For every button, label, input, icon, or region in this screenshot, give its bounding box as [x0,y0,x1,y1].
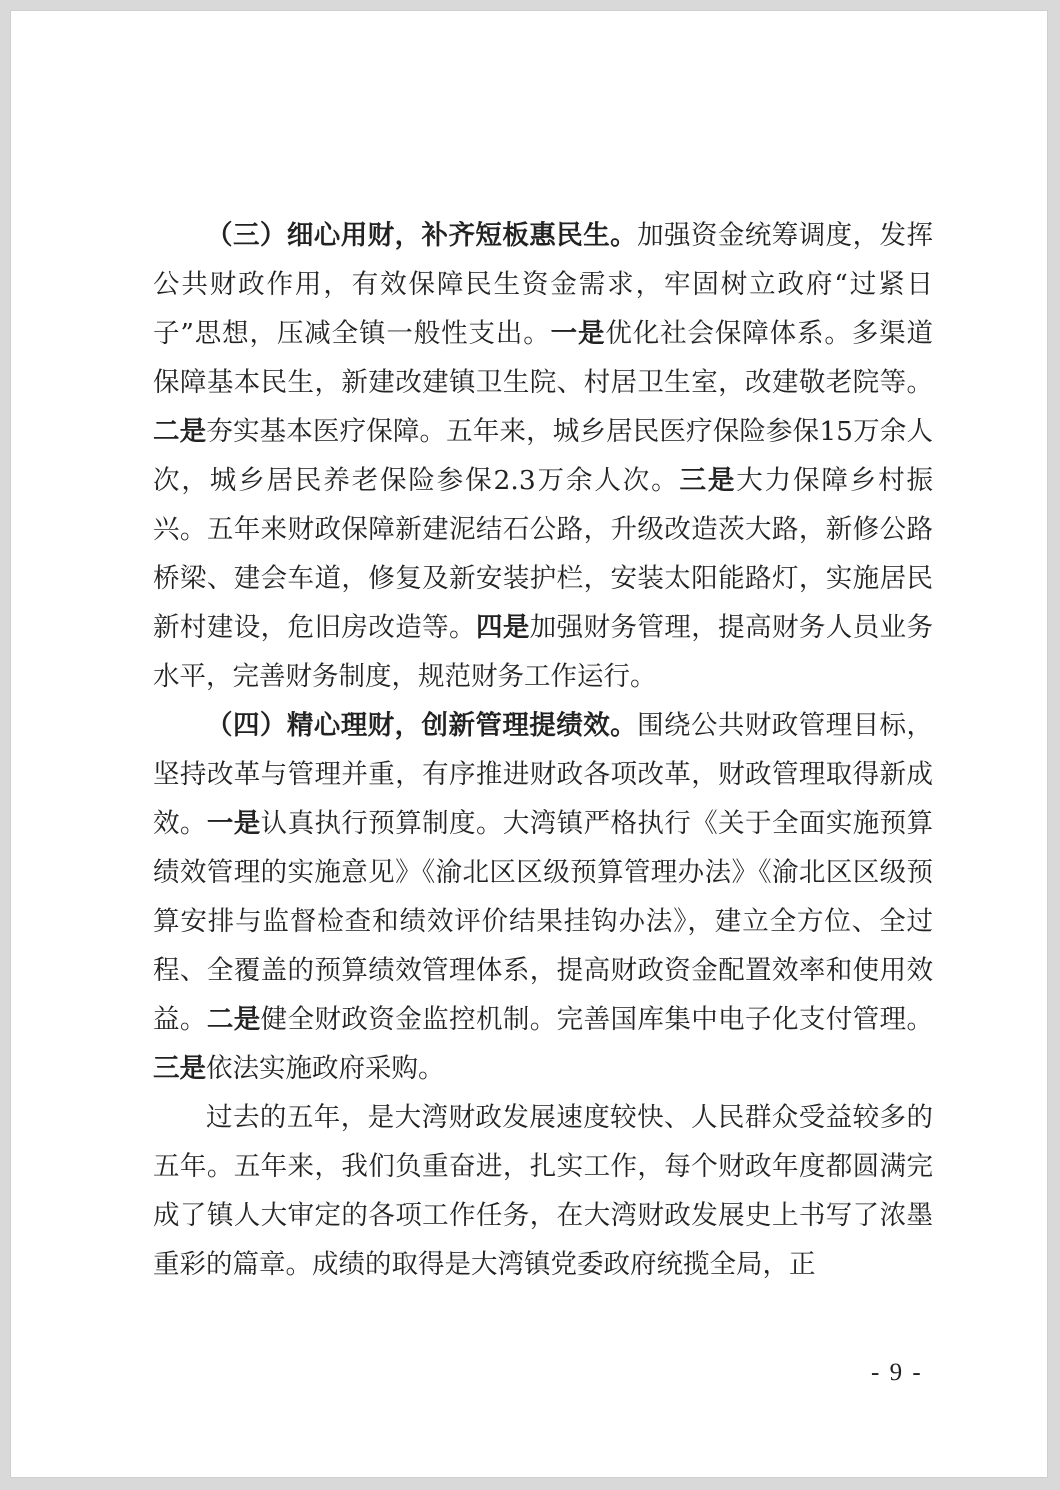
text-segment: 大力保障乡村振兴。五年来财政保障新建泥结石公路，升级改造茨大路，新修公路桥梁、建会车道，修复及新安装护栏，安装太阳能路灯，实施居民新村建设，危旧房改造等。 [153,465,934,643]
item-marker: 三是 [679,465,737,496]
paragraph-heading: （四）精心理财，创新管理提绩效。 [206,710,638,741]
text-segment: 依法实施政府采购。 [206,1053,445,1084]
body-text [153,211,933,1289]
item-marker: 四是 [475,612,530,643]
item-marker: 二是 [206,1004,261,1035]
paragraph-summary [153,1093,933,1289]
text-segment: 优化社会保障体系。多渠道保障基本民生，新建改建镇卫生院、村居卫生室，改建敬老院等。 [153,318,933,398]
item-marker: 三是 [153,1053,206,1084]
text-segment: 认真执行预算制度。大湾镇严格执行《关于全面实施预算绩效管理的实施意见》《渝北区区级预算管理办法》《渝北区区级预算安排与监督检查和绩效评价结果挂钩办法》，建立全方位、全过程、全覆盖的预算绩效管理体系，提高财政资金配置效率和使用效益。 [153,808,934,1035]
text-segment: 健全财政资金监控机制。完善国库集中电子化支付管理。 [260,1004,934,1035]
paragraph-4 [153,701,933,1093]
text-segment: 夯实基本医疗保障。五年来，城乡居民医疗保险参保15万余人次，城乡居民养老保险参保2.3万余人次。 [153,416,933,496]
text-segment: 加强资金统筹调度，发挥公共财政作用，有效保障民生资金需求，牢固树立政府“过紧日子”思想，压减全镇一般性支出。 [153,220,934,349]
item-marker: 一是 [206,808,261,839]
item-marker: 二是 [153,416,207,447]
item-marker: 一是 [550,318,606,349]
page-number: - 9 - [871,1359,923,1386]
text-segment: 加强财务管理，提高财务人员业务水平，完善财务制度，规范财务工作运行。 [153,612,934,692]
paragraph-heading: （三）细心用财，补齐短板惠民生。 [206,220,638,251]
paragraph-3 [153,211,933,701]
text-segment: 过去的五年，是大湾财政发展速度较快、人民群众受益较多的五年。五年来，我们负重奋进，扎实工作，每个财政年度都圆满完成了镇人大审定的各项工作任务，在大湾财政发展史上书写了浓墨重彩的篇章。成绩的取得是大湾镇党委政府统揽全局，正 [153,1102,933,1280]
document-page [10,10,1048,1478]
text-segment: 围绕公共财政管理目标，坚持改革与管理并重，有序推进财政各项改革，财政管理取得新成效。 [153,710,934,839]
